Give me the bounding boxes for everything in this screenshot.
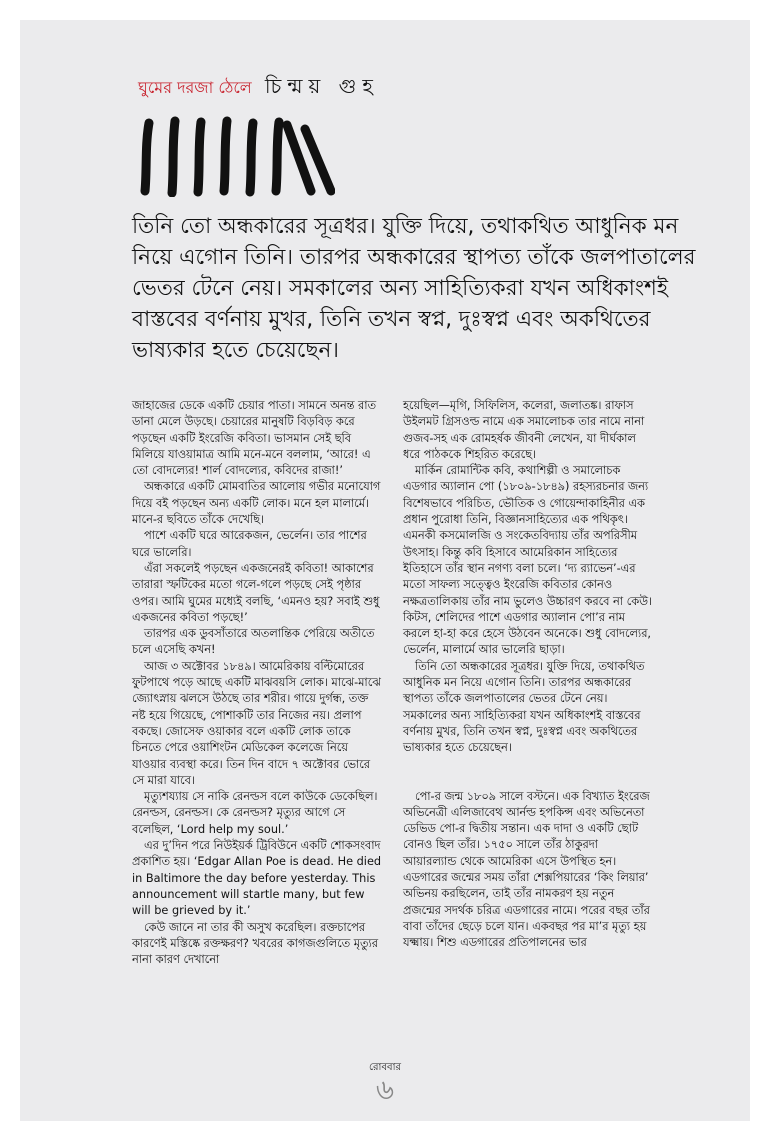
page-number: ৬ (375, 1073, 395, 1106)
series-title: ঘুমের দরজা ঠেলে (138, 78, 252, 97)
paragraph: অন্ধকারে একটি মোমবাতির আলোয় গভীর মনোযোগ দিয়ে বই পড়ছেন অন্য একটি লোক। মনে হল মালার্মে। মানে-র ছবিতে তাঁকে দেখেছি। (132, 480, 381, 527)
paragraph: তারপর এক ডুবসাঁতারে অতলান্তিক পেরিয়ে অতীতে চলে এসেছি কখন! (132, 627, 375, 657)
author-name: চিন্ময় গুহ (264, 74, 379, 98)
paragraph: এর দু’দিন পরে নিউইয়র্ক ট্রিবিউনে একটি শোকসংবাদ প্রকাশিত হয়। ‘Edgar Allan Poe is dead. He died in Baltimore the day before yesterday. This announcement will startle many, but few will be grieved by it.’ (132, 839, 382, 918)
right-column (403, 398, 653, 952)
magazine-name: রোববার (369, 1062, 401, 1073)
paragraph: হয়েছিল—মৃগি, সিফিলিস, কলেরা, জলাতঙ্ক। রাফাস উইলমট গ্রিসওল্ড নামে এক সমালোচক তার নামে নানা গুজব-সহ এক রোমহর্ষক জীবনী লেখেন, যা দীর্ঘকাল ধরে পাঠককে শিহরিত করেছে। (403, 399, 645, 461)
paragraph: তিনি তো অন্ধকারের সূত্রধর। যুক্তি দিয়ে, তথাকথিত আধুনিক মন নিয়ে এগোন তিনি। তারপর অন্ধকারের স্থাপত্য তাঁকে জলপাতালের ভেতর টেনে নেয়। সমকালের অন্য সাহিত্যিকরা যখন অধিকাংশই বাস্তবের বর্ণনায় মুখর, তিনি তখন স্বপ্ন, দুঃস্বপ্ন এবং অকথিতের ভাষ্যকার হতে চেয়েছেন। (403, 659, 645, 755)
left-column (132, 398, 382, 968)
paragraph: মৃত্যুশয্যায় সে নাকি রেনল্ডস বলে কাউকে ডেকেছিল। রেনল্ডস, রেনল্ডস। কে রেনল্ডস? মৃত্যুর আগে সে বলেছিল, ‘Lord help my soul.’ (132, 790, 378, 836)
article-header (138, 72, 379, 105)
paragraph: মার্কিন রোমান্টিক কবি, কথাশিল্পী ও সমালোচক এডগার অ্যালান পো (১৮০৯-১৮৪৯) রহস্যরচনার জন্য বিশেষভাবে পরিচিত, ভৌতিক ও গোয়েন্দাকাহিনীর এক প্রধান পুরোধা তিনি, বিজ্ঞানসাহিত্যের এক পথিকৃৎ। এমনকী কসমোলজি ও সংকেতবিদ্যায় তাঁর অপরিসীম উৎসাহ। কিন্তু কবি হিসাবে আমেরিকান সাহিত্যের ইতিহাসে তাঁর স্থান নগণ্য বলা চলে। ‘দ্য র‍্যাভেন’-এর মতো সাফল্য সত্ত্বেও ইংরেজি কবিতার কোনও নক্ষত্রতালিকায় তাঁর নাম ভুলেও উচ্চারণ করবে না কেউ। কিটস, শেলিদের পাশে এডগার অ্যালান পো’র নাম করলে হা-হা করে হেসে উঠবেন অনেকে। শুধু বোদল্যের, ভের্লেন, মালার্মে আর ভালেরি ছাড়া। (403, 464, 652, 657)
title-illustration (135, 115, 335, 197)
paragraph: জাহাজের ডেকে একটি চেয়ার পাতা। সামনে অনন্ত রাত ডানা মেলে উড়ছে। চেয়ারের মানুষটি বিড়বিড় করে পড়ছেন একটি ইংরেজি কবিতা। ভাসমান সেই ছবি মিলিয়ে যাওয়ামাত্র আমি মনে-মনে বললাম, ‘আরে! এ তো বোদল্যের! শার্ল বোদল্যের, কবিদের রাজা!’ (132, 399, 376, 478)
page-footer (360, 1060, 410, 1106)
paragraph: এঁরা সকলেই পড়ছেন একজনেরই কবিতা! আকাশের তারারা স্ফটিকের মতো গলে-গলে পড়ছে সেই পৃষ্ঠার ওপর। আমি ঘুমের মধ্যেই বলছি, ‘এমনও হয়? সবাই শুধু একজনের কবিতা পড়ছে!’ (132, 561, 380, 624)
paragraph: কেউ জানে না তার কী অসুখ করেছিল। রক্তচাপের কারণেই মস্তিষ্কে রক্তক্ষরণ? খবরের কাগজগুলিতে মৃত্যুর নানা কারণ দেখানো (132, 920, 378, 967)
paragraph: পাশে একটি ঘরে আরেকজন, ভের্লেন। তার পাশের ঘরে ভালেরি। (132, 529, 367, 559)
magazine-page (20, 20, 750, 1121)
lede-paragraph: তিনি তো অন্ধকারের সূত্রধর। যুক্তি দিয়ে, তথাকথিত আধুনিক মন নিয়ে এগোন তিনি। তারপর অন্ধকারের স্থাপত্য তাঁকে জলপাতালের ভেতর টেনে নেয়। সমকালের অন্য সাহিত্যিকরা যখন অধিকাংশই বাস্তবের বর্ণনায় মুখর, তিনি তখন স্বপ্ন, দুঃস্বপ্ন এবং অকথিতের ভাষ্যকার হতে চেয়েছেন। (132, 214, 696, 363)
paragraph: পো-র জন্ম ১৮০৯ সালে বস্টনে। এক বিখ্যাত ইংরেজ অভিনেত্রী এলিজাবেথ আর্নল্ড হপকিন্স এবং অভিনেতা ডেভিড পো-র দ্বিতীয় সন্তান। এক দাদা ও একটি ছোট বোনও ছিল তাঁর। ১৭৫০ সালে তাঁর ঠাকুরদা আয়ারল্যান্ড থেকে আমেরিকা এসে উপস্থিত হন। এডগারের জন্মের সময় তাঁরা শেক্সপিয়ারের ‘কিং লিয়ার’ অভিনয় করছিলেন, তাই তাঁর নামকরণ হয় নতুন প্রজন্মের সদর্থক চরিত্র এডগারের নামে। পরের বছর তাঁর বাবা তাঁদের ছেড়ে চলে যান। একবছর পর মা’র মৃত্যু হয় যক্ষ্মায়। শিশু এডগারের প্রতিপালনের ভার (403, 789, 650, 950)
paragraph: আজ ৩ অক্টোবর ১৮৪৯। আমেরিকায় বল্টিমোরের ফুটপাথে পড়ে আছে একটি মাঝবয়সি লোক। মাঝে-মাঝে জ্যোৎস্নায় ঝলসে উঠছে তার শরীর। গায়ে দুর্গন্ধ, তক্ত নষ্ট হয়ে গিয়েছে, পোশাকটি তার নিজের নয়। প্রলাপ বকছে। জোসেফ ওয়াকার বলে একটি লোক তাকে চিনতে পেরে ওয়াশিংটন মেডিকেল কলেজে নিয়ে যাওয়ার ব্যবস্থা করে। তিন দিন বাদে ৭ অক্টোবর ভোরে সে মারা যাবে। (132, 659, 381, 787)
